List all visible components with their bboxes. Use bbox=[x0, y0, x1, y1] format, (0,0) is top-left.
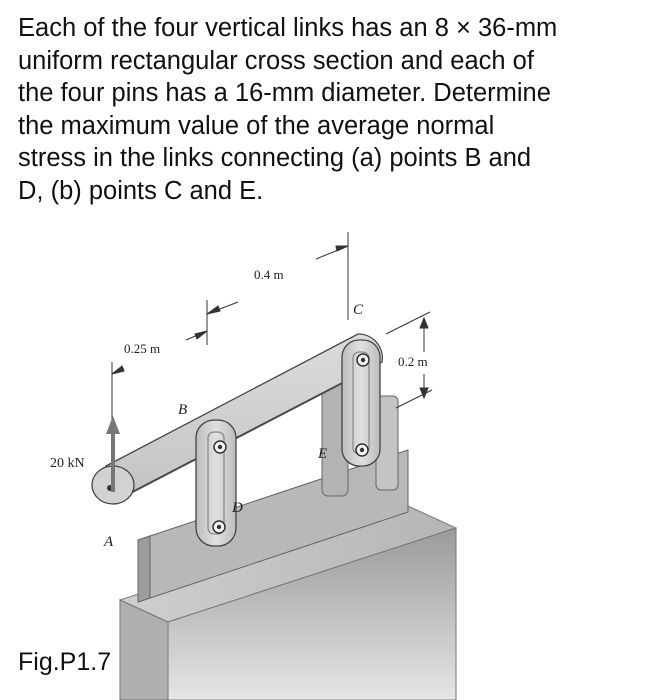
point-label-d: D bbox=[232, 500, 243, 516]
point-label-e: E bbox=[318, 446, 328, 462]
problem-line: stress in the links connecting (a) points B and bbox=[18, 144, 532, 172]
point-label-a: A bbox=[104, 534, 114, 550]
problem-line: D, (b) points C and E. bbox=[18, 176, 264, 205]
problem-line: Each of the four vertical links has an 8 × 36-mm bbox=[18, 14, 558, 42]
problem-line: the four pins has a 16-mm diameter. Determine bbox=[18, 79, 551, 107]
point-label-b: B bbox=[178, 402, 188, 418]
problem-line: the maximum value of the average normal bbox=[18, 111, 495, 140]
figure-caption: Fig.P1.7 bbox=[18, 648, 112, 676]
link-ce bbox=[342, 340, 380, 466]
dimension-label: 0.4 m bbox=[254, 267, 284, 282]
problem-line: uniform rectangular cross section and each of bbox=[18, 46, 534, 75]
dimension-0-4m bbox=[207, 232, 348, 345]
point-label-c: C bbox=[353, 302, 364, 318]
dimension-label: 0.2 m bbox=[398, 354, 428, 369]
load-label: 20 kN bbox=[50, 456, 85, 471]
link-bd bbox=[196, 420, 236, 546]
dimension-label: 0.25 m bbox=[124, 341, 161, 356]
